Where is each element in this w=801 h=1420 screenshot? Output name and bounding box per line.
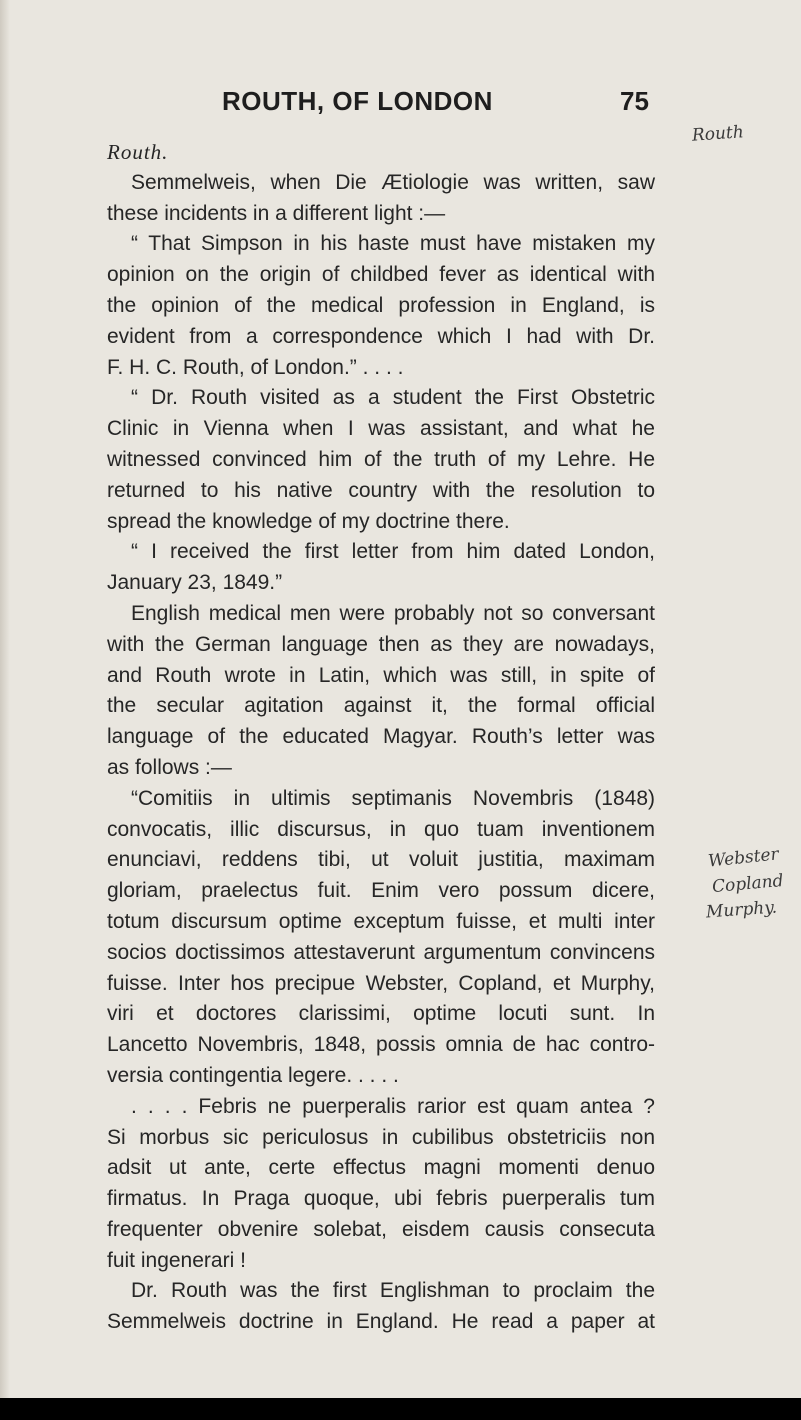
text-line: evident from a correspondence which I had with Dr. <box>107 324 655 348</box>
text-line: witnessed convinced him of the truth of my Lehre. He <box>107 447 655 471</box>
text-line: the secular agitation against it, the formal official <box>107 694 655 718</box>
text-line: these incidents in a different light :— <box>107 201 446 225</box>
text-line: language of the educated Magyar. Routh’s letter was <box>107 725 655 749</box>
text-line: “ Dr. Routh visited as a student the First Obstetric <box>131 386 655 410</box>
margin-note-webster: Webster <box>707 844 780 872</box>
text-line: fuisse. Inter hos precipue Webster, Copland, et Murphy, <box>107 971 655 995</box>
text-line: Lancetto Novembris, 1848, possis omnia de hac contro- <box>107 1033 655 1057</box>
text-line: January 23, 1849.” <box>107 571 283 595</box>
text-line: versia contingentia legere. . . . . <box>107 1063 399 1087</box>
text-line: Dr. Routh was the first Englishman to proclaim the <box>131 1279 655 1303</box>
body-text <box>107 137 655 1338</box>
text-line: as follows :— <box>107 755 232 779</box>
text-line: English medical men were probably not so conversant <box>131 601 655 625</box>
scan-edge <box>0 0 10 1420</box>
text-line: the opinion of the medical profession in England, is <box>107 293 655 317</box>
text-line: opinion on the origin of childbed fever as identical with <box>107 263 655 287</box>
text-line: totum discursum optime exceptum fuisse, et multi inter <box>107 909 655 933</box>
text-line: fuit ingenerari ! <box>107 1248 246 1272</box>
text-line: F. H. C. Routh, of London.” . . . . <box>107 355 404 379</box>
text-line: . . . . Febris ne puerperalis rarior est quam antea ? <box>131 1094 655 1118</box>
running-header <box>0 86 801 126</box>
margin-note-murphy: Murphy. <box>705 897 778 923</box>
text-line: Si morbus sic periculosus in cubilibus obstetriciis non <box>107 1125 655 1149</box>
text-line: frequenter obvenire solebat, eisdem causis consecuta <box>107 1217 655 1241</box>
text-line: “ That Simpson in his haste must have mistaken my <box>131 232 655 256</box>
text-line: “Comitiis in ultimis septimanis Novembris (1848) <box>131 786 655 810</box>
text-line: adsit ut ante, certe effectus magni momenti denuo <box>107 1156 655 1180</box>
text-line: “ I received the first letter from him dated London, <box>131 540 655 564</box>
text-line: Semmelweis, when Die Ætiologie was written, saw <box>131 170 655 194</box>
running-title: ROUTH, OF LONDON <box>222 86 493 116</box>
text-line: returned to his native country with the resolution to <box>107 478 655 502</box>
section-heading: Routh. <box>107 140 169 164</box>
text-line: Clinic in Vienna when I was assistant, and what he <box>107 417 655 441</box>
text-line: gloriam, praelectus fuit. Enim vero possum dicere, <box>107 879 655 903</box>
text-line: viri et doctores clarissimi, optime locuti sunt. In <box>107 1002 655 1026</box>
text-line: firmatus. In Praga quoque, ubi febris puerperalis tum <box>107 1187 655 1211</box>
text-line: and Routh wrote in Latin, which was still, in spite of <box>107 663 655 687</box>
text-line: Semmelweis doctrine in England. He read a paper at <box>107 1310 655 1334</box>
text-line: spread the knowledge of my doctrine there. <box>107 509 510 533</box>
scan-border-bottom <box>0 1398 801 1420</box>
text-line: convocatis, illic discursus, in quo tuam inventionem <box>107 817 655 841</box>
text-line: socios doctissimos attestaverunt argumentum convincens <box>107 940 655 964</box>
text-line: with the German language then as they are nowadays, <box>107 632 655 656</box>
margin-note-copland: Copland <box>711 870 785 898</box>
margin-note-routh: Routh <box>691 122 745 146</box>
text-line: enunciavi, reddens tibi, ut voluit justitia, maximam <box>107 848 655 872</box>
page-number: 75 <box>620 86 649 116</box>
